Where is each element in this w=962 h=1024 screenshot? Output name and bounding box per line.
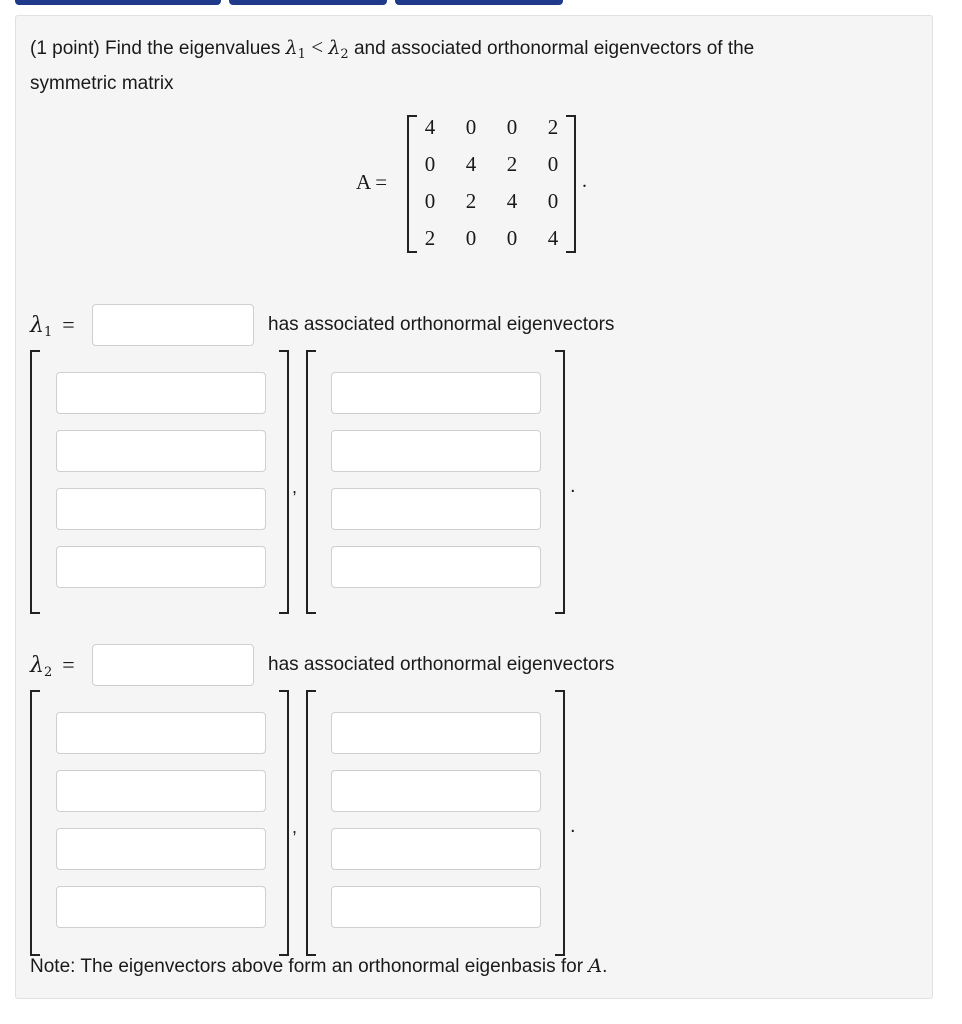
e1-v1-input-1[interactable]	[56, 372, 266, 414]
e1-v2-input-2[interactable]	[331, 430, 541, 472]
e2-v2-right-bracket	[555, 690, 565, 956]
matrix-cell: 0	[424, 189, 436, 213]
matrix-cell: 0	[465, 226, 477, 250]
note-text	[30, 955, 607, 978]
lambda-symbol: λ	[30, 313, 44, 338]
e1-v2-right-bracket	[555, 350, 565, 614]
matrix-cell: 2	[424, 226, 436, 250]
e2-v2-input-1[interactable]	[331, 712, 541, 754]
e1-v1-left-bracket	[30, 350, 40, 614]
e2-v2-left-bracket	[306, 690, 316, 956]
matrix-cell: 0	[506, 115, 518, 139]
e1-v1-right-bracket	[279, 350, 289, 614]
lambda2-associated-text: has associated orthonormal eigenvectors	[268, 654, 615, 675]
question-prefix: (1 point) Find the eigenvalues	[30, 38, 281, 59]
matrix-cell: 2	[547, 115, 559, 139]
matrix-cell: 4	[465, 152, 477, 176]
matrix-cell: 4	[547, 226, 559, 250]
lambda-sub-2: 2	[340, 47, 349, 62]
e1-v1-input-3[interactable]	[56, 488, 266, 530]
matrix-label: A =	[356, 170, 388, 194]
note-body: Note: The eigenvectors above form an orthonormal eigenbasis for	[30, 956, 584, 977]
lambda1-label	[30, 312, 75, 340]
e2-v2-input-2[interactable]	[331, 770, 541, 812]
e2-v2-input-4[interactable]	[331, 886, 541, 928]
nav-tab-2[interactable]	[229, 0, 387, 5]
e1-v2-input-3[interactable]	[331, 488, 541, 530]
e2-comma: ,	[292, 817, 298, 837]
lambda2-input[interactable]	[92, 644, 254, 686]
e1-v2-left-bracket	[306, 350, 316, 614]
nav-tab-1[interactable]	[15, 0, 221, 5]
e2-v1-left-bracket	[30, 690, 40, 956]
e1-comma: ,	[292, 477, 298, 497]
matrix-cell: 0	[465, 115, 477, 139]
e2-period: .	[570, 815, 576, 837]
less-than: <	[311, 35, 324, 59]
lambda2-label	[30, 652, 75, 680]
note-matrix-symbol: A	[588, 955, 603, 977]
matrix-cell: 4	[424, 115, 436, 139]
lambda-symbol: λ	[30, 653, 44, 678]
note-period: .	[602, 956, 608, 977]
question-text	[30, 33, 910, 98]
matrix-cell: 4	[506, 189, 518, 213]
e1-v1-input-4[interactable]	[56, 546, 266, 588]
matrix-cell: 2	[465, 189, 477, 213]
equals-sign: =	[62, 312, 75, 337]
e1-v2-input-1[interactable]	[331, 372, 541, 414]
nav-tab-3[interactable]	[395, 0, 563, 5]
lambda-symbol: λ	[328, 37, 341, 59]
lambda-sub: 1	[43, 325, 53, 340]
matrix-cell: 0	[547, 152, 559, 176]
question-suffix: and associated orthonormal eigenvectors of the	[353, 38, 755, 59]
e2-v1-right-bracket	[279, 690, 289, 956]
matrix-period: .	[582, 170, 587, 192]
matrix-cell: 0	[506, 226, 518, 250]
lambda1-input[interactable]	[92, 304, 254, 346]
lambda-sub-1: 1	[297, 47, 306, 62]
lambda-symbol: λ	[285, 37, 298, 59]
e2-v1-input-1[interactable]	[56, 712, 266, 754]
e2-v1-input-4[interactable]	[56, 886, 266, 928]
e1-v2-input-4[interactable]	[331, 546, 541, 588]
matrix-cell: 0	[424, 152, 436, 176]
e2-v1-input-2[interactable]	[56, 770, 266, 812]
e2-v2-input-3[interactable]	[331, 828, 541, 870]
lambda1-associated-text: has associated orthonormal eigenvectors	[268, 314, 615, 335]
matrix-cell: 2	[506, 152, 518, 176]
e2-v1-input-3[interactable]	[56, 828, 266, 870]
equals-sign: =	[62, 652, 75, 677]
e1-v1-input-2[interactable]	[56, 430, 266, 472]
question-line2: symmetric matrix	[30, 73, 174, 94]
e1-period: .	[570, 475, 576, 497]
lambda-sub: 2	[43, 665, 53, 680]
matrix-cell: 0	[547, 189, 559, 213]
